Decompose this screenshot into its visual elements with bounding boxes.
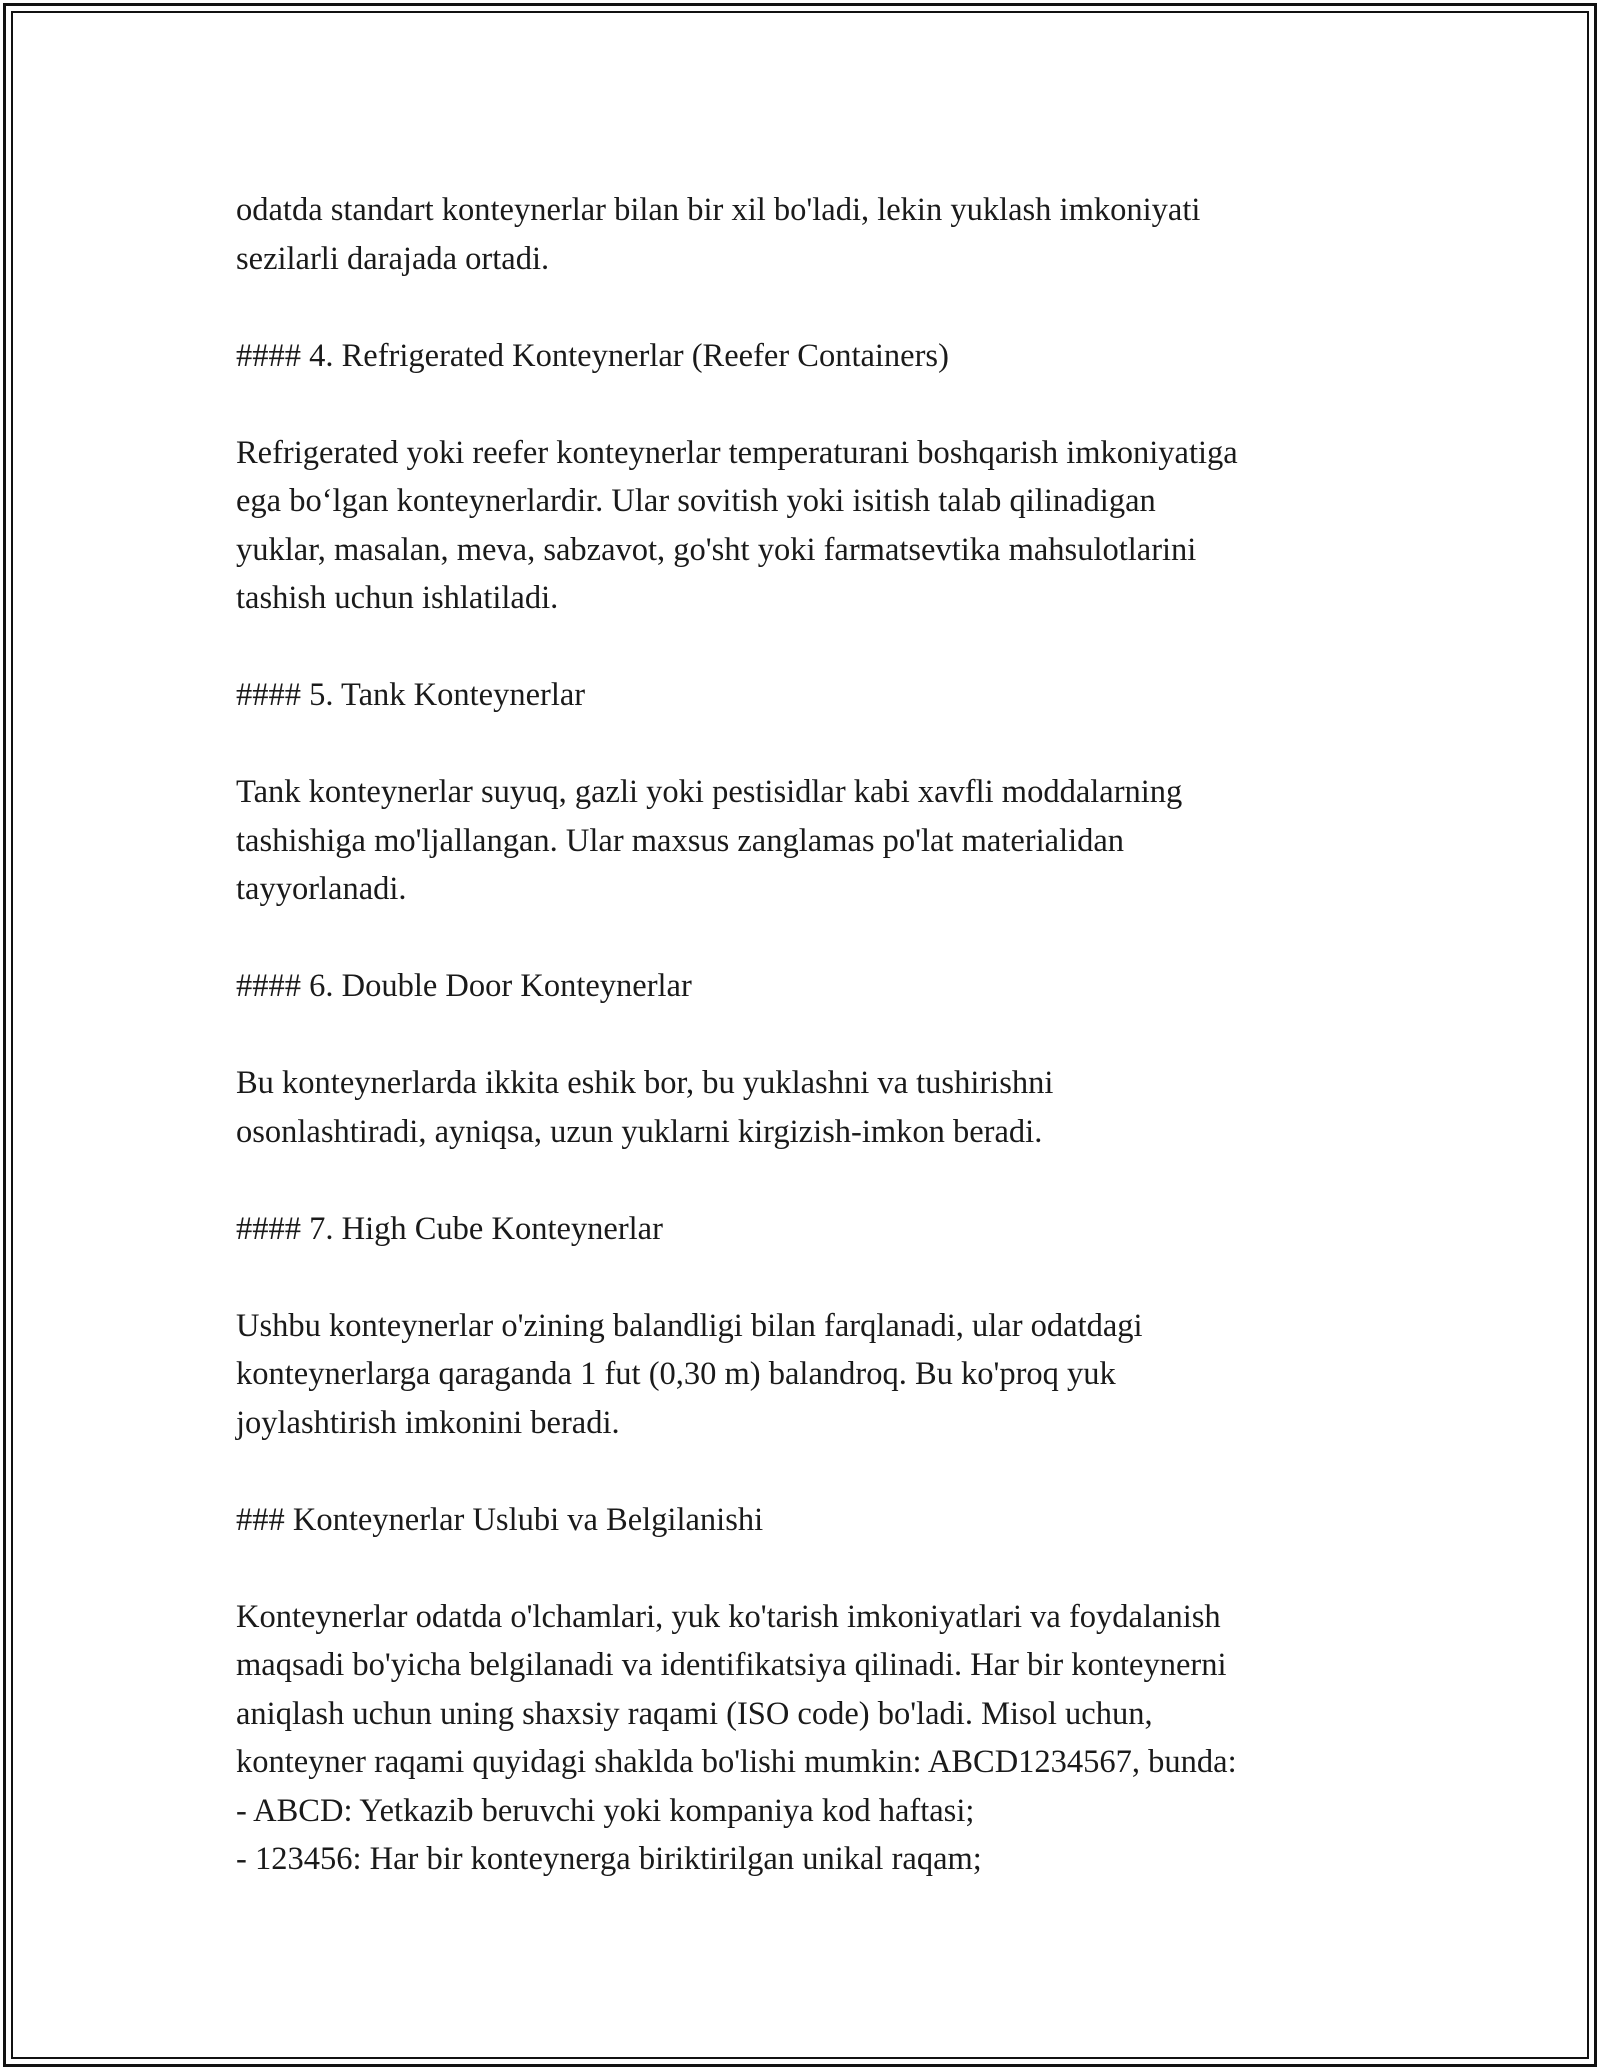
heading-container-marking: ### Konteynerlar Uslubi va Belgilanishi	[236, 1501, 764, 1538]
text-line: Ushbu konteynerlar o'zining balandligi bilan farqlanadi, ular odatdagi	[236, 1307, 1143, 1344]
text-line: osonlashtiradi, ayniqsa, uzun yuklarni kirgizish-imkon beradi.	[236, 1113, 1043, 1150]
text-line: Bu konteynerlarda ikkita eshik bor, bu yuklashni va tushirishni	[236, 1065, 1054, 1101]
paragraph-refrigerated-containers	[236, 429, 1396, 623]
list-item-serial-number: - 123456: Har bir konteynerga biriktirilgan unikal raqam;	[236, 1841, 982, 1877]
text-line: yuklar, masalan, meva, sabzavot, go'sht yoki farmatsevtika mahsulotlarini	[236, 531, 1197, 568]
text-line: maqsadi bo'yicha belgilanadi va identifikatsiya qilinadi. Har bir konteynerni	[236, 1647, 1227, 1683]
text-line: konteynerlarga qaraganda 1 fut (0,30 m) balandroq. Bu ko'proq yuk	[236, 1356, 1116, 1392]
paragraph-high-cube-containers	[236, 1302, 1396, 1448]
heading-high-cube-containers: #### 7. High Cube Konteynerlar	[236, 1210, 663, 1247]
heading-refrigerated-containers: #### 4. Refrigerated Konteynerlar (Reefer Containers)	[236, 337, 949, 374]
document-body	[236, 186, 1396, 1932]
text-line: konteyner raqami quyidagi shaklda bo'lishi mumkin: ABCD1234567, bunda:	[236, 1744, 1237, 1780]
text-line: Refrigerated yoki reefer konteynerlar temperaturani boshqarish imkoniyatiga	[236, 434, 1238, 471]
heading-double-door-containers: #### 6. Double Door Konteynerlar	[236, 968, 692, 1004]
paragraph-double-door-containers	[236, 1059, 1396, 1156]
text-line: tashishiga mo'ljallangan. Ular maxsus zanglamas po'lat materialidan	[236, 822, 1125, 859]
text-line: odatda standart konteynerlar bilan bir xil bo'ladi, lekin yuklash imkoniyati	[236, 192, 1201, 228]
heading-tank-containers: #### 5. Tank Konteynerlar	[236, 677, 586, 713]
text-line: ega bo‘lgan konteynerlardir. Ular sovitish yoki isitish talab qilinadigan	[236, 483, 1156, 519]
text-line: aniqlash uchun uning shaxsiy raqami (ISO code) bo'ladi. Misol uchun,	[236, 1695, 1153, 1732]
text-line: tashish uchun ishlatiladi.	[236, 580, 559, 616]
text-line: sezilarli darajada ortadi.	[236, 240, 550, 277]
text-line: Tank konteynerlar suyuq, gazli yoki pestisidlar kabi xavfli moddalarning	[236, 774, 1183, 810]
list-item-abcd: - ABCD: Yetkazib beruvchi yoki kompaniya kod haftasi;	[236, 1792, 975, 1829]
paragraph-standard-continuation	[236, 186, 1396, 283]
paragraph-container-marking	[236, 1593, 1396, 1884]
text-line: joylashtirish imkonini beradi.	[236, 1404, 620, 1441]
text-line: tayyorlanadi.	[236, 871, 407, 907]
text-line: Konteynerlar odatda o'lchamlari, yuk ko'tarish imkoniyatlari va foydalanish	[236, 1598, 1221, 1635]
paragraph-tank-containers	[236, 768, 1396, 914]
